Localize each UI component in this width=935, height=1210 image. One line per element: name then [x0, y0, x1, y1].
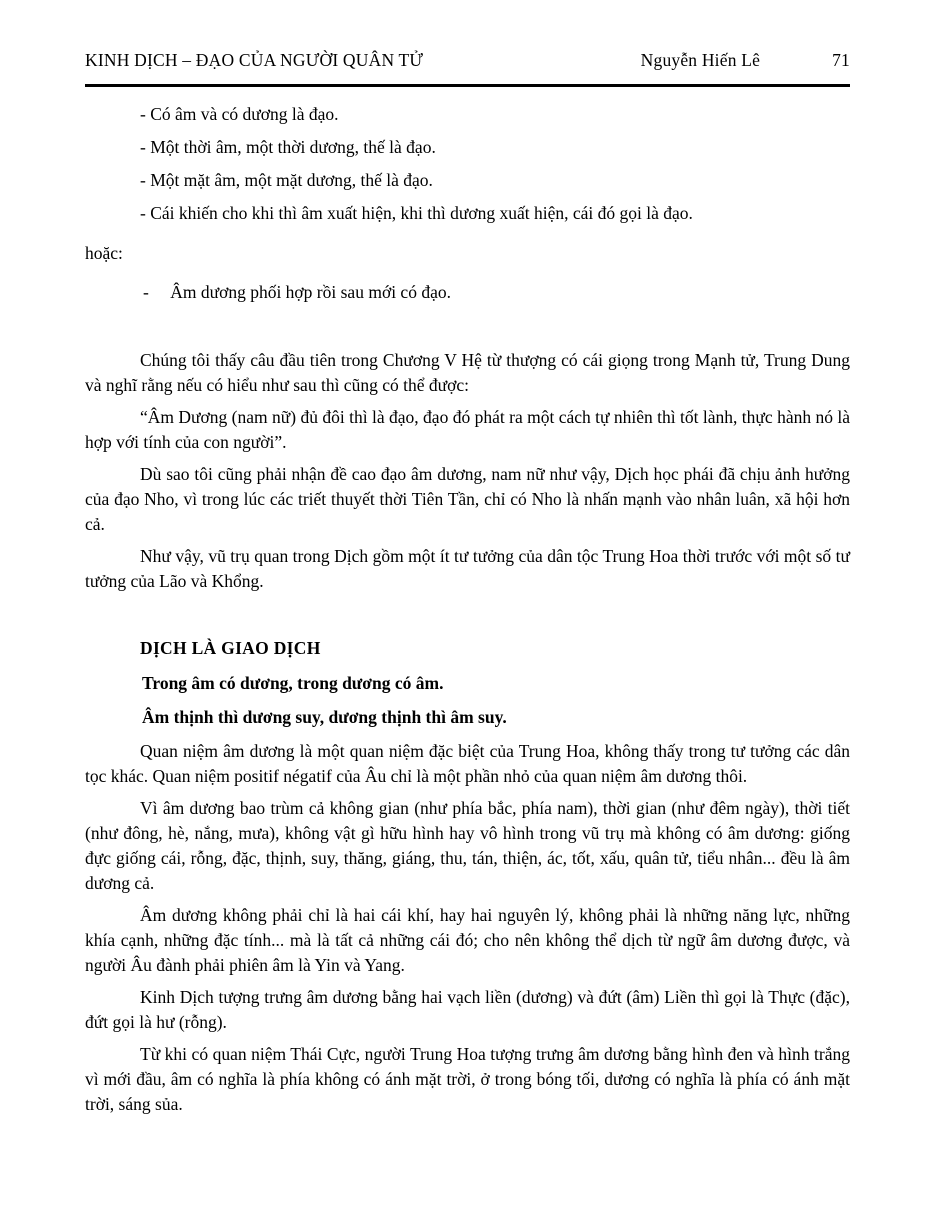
paragraph: Âm dương không phải chỉ là hai cái khí, hay hai nguyên lý, không phải là những năng lực, những khía cạnh, những đặc tính... mà là tất cả những cái đó; cho nên không thể dịch từ ngữ âm dương được, và người Âu đành phải phiên âm là Yin và Yang.	[85, 905, 850, 975]
list-item: - Một mặt âm, một mặt dương, thế là đạo.	[140, 170, 433, 190]
paragraph: Dù sao tôi cũng phải nhận đề cao đạo âm dương, nam nữ như vậy, Dịch học phái đã chịu ảnh hưởng của đạo Nho, vì trong lúc các triết thuyết thời Tiên Tần, chỉ có Nho là nhấn mạnh vào nhân luân, xã hội hơn cả.	[85, 464, 850, 534]
header-divider	[85, 84, 850, 87]
paragraph: Kinh Dịch tượng trưng âm dương bằng hai vạch liền (dương) và đứt (âm) Liền thì gọi là Thực (đặc), đứt gọi là hư (rỗng).	[85, 987, 850, 1032]
paragraph: Vì âm dương bao trùm cả không gian (như phía bắc, phía nam), thời gian (như đêm ngày), thời tiết (như đông, hè, nắng, mưa), không vật gì hữu hình hay vô hình trong vũ trụ mà không có âm dương: giống đực giống cái, rỗng, đặc, thịnh, suy, thăng, giáng, thu, tán, thiện, ác, tốt, xấu, quân tử, tiểu nhân... đều là âm dương cả.	[85, 798, 850, 893]
intro-section	[85, 348, 850, 594]
page-header	[85, 50, 850, 71]
list-item-text: Âm dương phối hợp rồi sau mới có đạo.	[170, 282, 451, 302]
list-item: - Có âm và có dương là đạo.	[140, 104, 339, 124]
book-title: KINH DỊCH – ĐẠO CỦA NGƯỜI QUÂN TỬ	[85, 50, 424, 70]
or-label: hoặc:	[85, 243, 123, 263]
page-body	[85, 102, 850, 1117]
paragraph: Chúng tôi thấy câu đầu tiên trong Chương V Hệ từ thượng có cái giọng trong Mạnh tử, Trung Dung và nghĩ rằng nếu có hiểu như sau thì cũng có thể được:	[85, 350, 850, 395]
section-epigraph: Trong âm có dương, trong dương có âm.	[142, 673, 444, 693]
author-name: Nguyễn Hiến Lê	[640, 50, 761, 70]
paragraph: Như vậy, vũ trụ quan trong Dịch gồm một ít tư tưởng của dân tộc Trung Hoa thời trước với một số tư tưởng của Lão và Khổng.	[85, 546, 850, 591]
page-number: 71	[832, 50, 850, 70]
dash-bullet: -	[143, 282, 149, 302]
dao-definition-list	[85, 102, 850, 226]
paragraph-quote: “Âm Dương (nam nữ) đủ đôi thì là đạo, đạo đó phát ra một cách tự nhiên thì tốt lành, thực hành nó là hợp với tính của con người”.	[85, 407, 850, 452]
list-item-alternative	[85, 280, 850, 305]
section-epigraph: Âm thịnh thì dương suy, dương thịnh thì âm suy.	[142, 707, 507, 727]
list-item: - Một thời âm, một thời dương, thế là đạo.	[140, 137, 436, 157]
section-heading: DỊCH LÀ GIAO DỊCH	[140, 638, 321, 658]
paragraph: Từ khi có quan niệm Thái Cực, người Trung Hoa tượng trưng âm dương bằng hình đen và hình trắng vì mới đầu, âm có nghĩa là phía không có ánh mặt trời, ở trong bóng tối, dương có nghĩa là phía có ánh mặt trời, sáng sủa.	[85, 1044, 850, 1114]
list-item: - Cái khiến cho khi thì âm xuất hiện, khi thì dương xuất hiện, cái đó gọi là đạo.	[140, 203, 693, 223]
giao-dich-section	[85, 636, 850, 1117]
paragraph: Quan niệm âm dương là một quan niệm đặc biệt của Trung Hoa, không thấy trong tư tưởng các dân tọc khác. Quan niệm positif négatif của Âu chỉ là một phần nhỏ của quan niệm âm dương thôi.	[85, 741, 850, 786]
